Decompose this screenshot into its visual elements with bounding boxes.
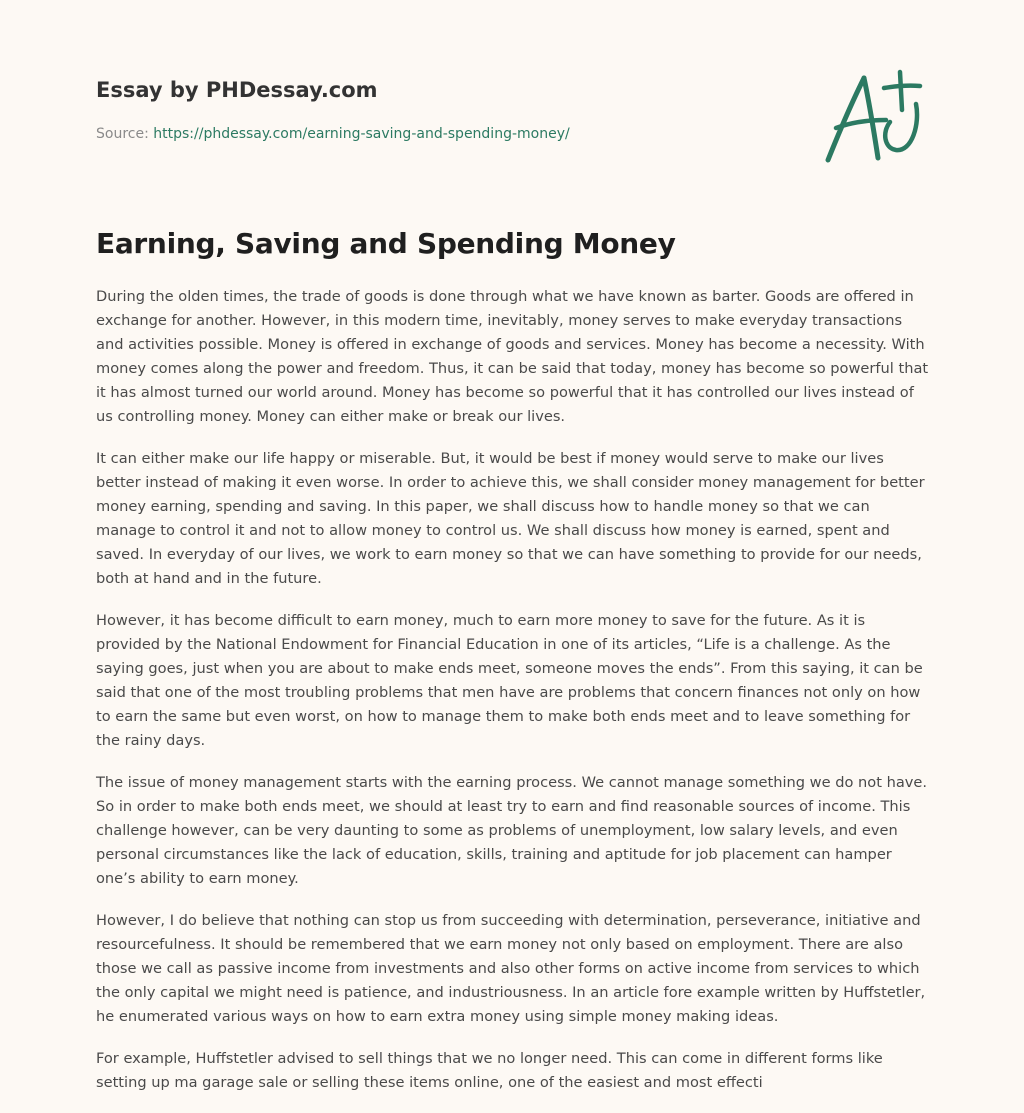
source-line	[96, 124, 796, 144]
essay-paragraph: For example, Huffstetler advised to sell things that we no longer need. This can come in different forms like setting up ma garage sale or selling these items online, one of the easiest and most effecti	[96, 1050, 883, 1091]
essay-title: Earning, Saving and Spending Money	[96, 227, 676, 260]
source-link[interactable]: https://phdessay.com/earning-saving-and-spending-money/	[153, 126, 570, 142]
brand-title: Essay by PHDessay.com	[96, 78, 378, 102]
essay-body	[96, 285, 930, 1113]
source-label: Source:	[96, 126, 154, 142]
essay-paragraph: The issue of money management starts with the earning process. We cannot manage something we do not have. So in order to make both ends meet, we should at least try to earn and find reasonable sources of income. This challenge however, can be very daunting to some as problems of unemployment, low salary levels, and even personal circumstances like the lack of education, skills, training and aptitude for job placement can hamper one’s ability to earn money.	[96, 774, 928, 887]
essay-paragraph: However, it has become difficult to earn money, much to earn more money to save for the future. As it is provided by the National Endowment for Financial Education in one of its articles, “Life is a challenge. As the saying goes, just when you are about to make ends meet, someone moves the ends”. From this saying, it can be said that one of the most troubling problems that men have are problems that concern finances not only on how to earn the same but even worst, on how to manage them to make both ends meet and to leave something for the rainy days.	[96, 612, 923, 749]
essay-paragraph: It can either make our life happy or miserable. But, it would be best if money would serve to make our lives better instead of making it even worse. In order to achieve this, we shall consider money management for better money earning, spending and saving. In this paper, we shall discuss how to handle money so that we can manage to control it and not to allow money to control us. We shall discuss how money is earned, spent and saved. In everyday of our lives, we work to earn money so that we can have something to provide for our needs, both at hand and in the future.	[96, 450, 925, 587]
page-header	[96, 76, 796, 144]
essay-paragraph: During the olden times, the trade of goods is done through what we have known as barter. Goods are offered in exchange for another. However, in this modern time, inevitably, money serves to make everyday transactions and activities possible. Money is offered in exchange of goods and services. Money has become a necessity. With money comes along the power and freedom. Thus, it can be said that today, money has become so powerful that it has almost turned our world around. Money has become so powerful that it has controlled our lives instead of us controlling money. Money can either make or break our lives.	[96, 288, 929, 425]
essay-paragraph: However, I do believe that nothing can stop us from succeeding with determination, perseverance, initiative and resourcefulness. It should be remembered that we earn money not only based on employment. There are also those we call as passive income from investments and also other forms on active income from services to which the only capital we might need is patience, and industriousness. In an article fore example written by Huffstetler, he enumerated various ways on how to earn extra money using simple money making ideas.	[96, 912, 926, 1025]
a-plus-logo-icon	[820, 66, 930, 166]
